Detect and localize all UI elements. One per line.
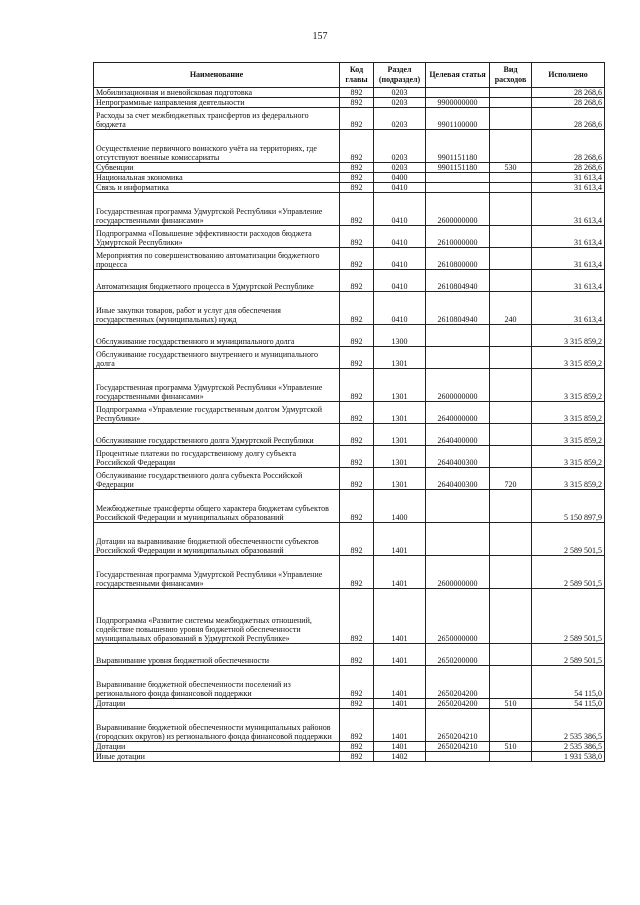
row-executed: 3 315 859,2 bbox=[532, 446, 605, 468]
row-target bbox=[426, 347, 490, 369]
row-type bbox=[490, 556, 532, 589]
row-code: 892 bbox=[340, 742, 374, 752]
row-type bbox=[490, 644, 532, 666]
budget-table bbox=[93, 62, 605, 762]
row-target: 2650204210 bbox=[426, 709, 490, 742]
row-section: 0410 bbox=[374, 193, 426, 226]
row-executed: 2 535 386,5 bbox=[532, 709, 605, 742]
row-section: 0410 bbox=[374, 226, 426, 248]
row-code: 892 bbox=[340, 347, 374, 369]
table-row bbox=[94, 369, 605, 402]
row-target: 2650204200 bbox=[426, 666, 490, 699]
row-target bbox=[426, 173, 490, 183]
row-section: 0400 bbox=[374, 173, 426, 183]
row-name: Обслуживание государственного долга субъекта Российской Федерации bbox=[94, 468, 340, 490]
row-code: 892 bbox=[340, 490, 374, 523]
table-row bbox=[94, 556, 605, 589]
table-row bbox=[94, 699, 605, 709]
row-section: 1301 bbox=[374, 347, 426, 369]
row-executed: 28 268,6 bbox=[532, 163, 605, 173]
row-executed: 54 115,0 bbox=[532, 699, 605, 709]
row-name: Иные дотации bbox=[94, 752, 340, 762]
row-target: 2600000000 bbox=[426, 369, 490, 402]
row-target: 2650204210 bbox=[426, 742, 490, 752]
row-name: Подпрограмма «Повышение эффективности расходов бюджета Удмуртской Республики» bbox=[94, 226, 340, 248]
row-code: 892 bbox=[340, 424, 374, 446]
row-name: Государственная программа Удмуртской Республики «Управление государственными финансами» bbox=[94, 193, 340, 226]
row-executed: 3 315 859,2 bbox=[532, 468, 605, 490]
row-type bbox=[490, 402, 532, 424]
row-executed: 2 589 501,5 bbox=[532, 589, 605, 644]
row-section: 0203 bbox=[374, 163, 426, 173]
row-section: 0203 bbox=[374, 98, 426, 108]
row-name: Выравнивание бюджетной обеспеченности поселений из регионального фонда финансовой поддержки bbox=[94, 666, 340, 699]
row-code: 892 bbox=[340, 446, 374, 468]
row-executed: 31 613,4 bbox=[532, 248, 605, 270]
row-executed: 3 315 859,2 bbox=[532, 424, 605, 446]
row-code: 892 bbox=[340, 130, 374, 163]
row-executed: 3 315 859,2 bbox=[532, 325, 605, 347]
header-executed: Исполнено bbox=[532, 63, 605, 88]
row-type: 530 bbox=[490, 163, 532, 173]
row-target bbox=[426, 183, 490, 193]
header-target: Целевая статья bbox=[426, 63, 490, 88]
row-executed: 1 931 538,0 bbox=[532, 752, 605, 762]
row-section: 0410 bbox=[374, 248, 426, 270]
row-code: 892 bbox=[340, 88, 374, 98]
table-row bbox=[94, 88, 605, 98]
row-type bbox=[490, 347, 532, 369]
row-section: 0410 bbox=[374, 292, 426, 325]
row-name: Обслуживание государственного и муниципального долга bbox=[94, 325, 340, 347]
table-row bbox=[94, 270, 605, 292]
row-name: Иные закупки товаров, работ и услуг для обеспечения государственных (муниципальных) нужд bbox=[94, 292, 340, 325]
table-row bbox=[94, 98, 605, 108]
row-executed: 2 589 501,5 bbox=[532, 556, 605, 589]
row-type bbox=[490, 248, 532, 270]
row-name: Дотации bbox=[94, 699, 340, 709]
row-section: 1301 bbox=[374, 424, 426, 446]
row-section: 1301 bbox=[374, 446, 426, 468]
table-row bbox=[94, 709, 605, 742]
header-name: Наименование bbox=[94, 63, 340, 88]
header-type: Вид расходов bbox=[490, 63, 532, 88]
row-type bbox=[490, 446, 532, 468]
table-row bbox=[94, 523, 605, 556]
row-name: Процентные платежи по государственному долгу субъекта Российской Федерации bbox=[94, 446, 340, 468]
table-row bbox=[94, 193, 605, 226]
row-name: Субвенции bbox=[94, 163, 340, 173]
row-executed: 3 315 859,2 bbox=[532, 402, 605, 424]
row-code: 892 bbox=[340, 108, 374, 130]
row-section: 1401 bbox=[374, 556, 426, 589]
row-type bbox=[490, 88, 532, 98]
row-code: 892 bbox=[340, 644, 374, 666]
row-code: 892 bbox=[340, 325, 374, 347]
row-executed: 2 589 501,5 bbox=[532, 644, 605, 666]
row-name: Непрограммные направления деятельности bbox=[94, 98, 340, 108]
row-executed: 2 535 386,5 bbox=[532, 742, 605, 752]
row-target: 2610804940 bbox=[426, 270, 490, 292]
table-row bbox=[94, 248, 605, 270]
table-row bbox=[94, 490, 605, 523]
row-type bbox=[490, 369, 532, 402]
row-code: 892 bbox=[340, 468, 374, 490]
row-code: 892 bbox=[340, 666, 374, 699]
row-target: 2600000000 bbox=[426, 556, 490, 589]
table-row bbox=[94, 666, 605, 699]
row-section: 1401 bbox=[374, 644, 426, 666]
row-type bbox=[490, 193, 532, 226]
row-executed: 3 315 859,2 bbox=[532, 369, 605, 402]
row-code: 892 bbox=[340, 402, 374, 424]
row-code: 892 bbox=[340, 292, 374, 325]
row-name: Государственная программа Удмуртской Республики «Управление государственными финансами» bbox=[94, 556, 340, 589]
row-type: 720 bbox=[490, 468, 532, 490]
table-row bbox=[94, 163, 605, 173]
row-target: 2650200000 bbox=[426, 644, 490, 666]
row-target bbox=[426, 490, 490, 523]
row-code: 892 bbox=[340, 556, 374, 589]
header-section: Раздел (подраздел) bbox=[374, 63, 426, 88]
row-code: 892 bbox=[340, 699, 374, 709]
row-type bbox=[490, 270, 532, 292]
row-code: 892 bbox=[340, 709, 374, 742]
row-name: Обслуживание государственного долга Удмуртской Республики bbox=[94, 424, 340, 446]
header-code: Код главы bbox=[340, 63, 374, 88]
row-code: 892 bbox=[340, 193, 374, 226]
row-type: 510 bbox=[490, 699, 532, 709]
row-executed: 31 613,4 bbox=[532, 183, 605, 193]
row-section: 1401 bbox=[374, 666, 426, 699]
table-row bbox=[94, 183, 605, 193]
row-target: 2650000000 bbox=[426, 589, 490, 644]
row-target: 2640400300 bbox=[426, 468, 490, 490]
row-section: 1301 bbox=[374, 468, 426, 490]
row-target: 9901100000 bbox=[426, 108, 490, 130]
row-type bbox=[490, 108, 532, 130]
table-row bbox=[94, 108, 605, 130]
row-target: 2600000000 bbox=[426, 193, 490, 226]
row-type bbox=[490, 226, 532, 248]
row-section: 0203 bbox=[374, 108, 426, 130]
row-section: 1401 bbox=[374, 709, 426, 742]
row-name: Выравнивание уровня бюджетной обеспеченности bbox=[94, 644, 340, 666]
row-executed: 5 150 897,9 bbox=[532, 490, 605, 523]
row-type bbox=[490, 424, 532, 446]
row-name: Расходы за счет межбюджетных трансфертов из федерального бюджета bbox=[94, 108, 340, 130]
table-row bbox=[94, 468, 605, 490]
row-target: 9901151180 bbox=[426, 130, 490, 163]
table-row bbox=[94, 589, 605, 644]
row-code: 892 bbox=[340, 270, 374, 292]
row-name: Государственная программа Удмуртской Республики «Управление государственными финансами» bbox=[94, 369, 340, 402]
row-name: Дотации на выравнивание бюджетной обеспеченности субъектов Российской Федерации и муниципальных образований bbox=[94, 523, 340, 556]
row-section: 1401 bbox=[374, 523, 426, 556]
table-row bbox=[94, 173, 605, 183]
row-executed: 31 613,4 bbox=[532, 193, 605, 226]
row-section: 1401 bbox=[374, 699, 426, 709]
page-number: 157 bbox=[312, 31, 328, 42]
row-type bbox=[490, 130, 532, 163]
row-executed: 54 115,0 bbox=[532, 666, 605, 699]
table-row bbox=[94, 402, 605, 424]
row-code: 892 bbox=[340, 173, 374, 183]
row-section: 1301 bbox=[374, 402, 426, 424]
row-executed: 28 268,6 bbox=[532, 130, 605, 163]
table-row bbox=[94, 292, 605, 325]
table-row bbox=[94, 325, 605, 347]
table-row bbox=[94, 424, 605, 446]
row-section: 0410 bbox=[374, 183, 426, 193]
row-target bbox=[426, 752, 490, 762]
row-section: 0203 bbox=[374, 130, 426, 163]
row-name: Дотации bbox=[94, 742, 340, 752]
row-target: 9900000000 bbox=[426, 98, 490, 108]
row-type bbox=[490, 523, 532, 556]
row-executed: 31 613,4 bbox=[532, 270, 605, 292]
row-name: Обслуживание государственного внутреннего и муниципального долга bbox=[94, 347, 340, 369]
row-code: 892 bbox=[340, 589, 374, 644]
row-executed: 28 268,6 bbox=[532, 98, 605, 108]
row-name: Мобилизационная и вневойсковая подготовка bbox=[94, 88, 340, 98]
row-target bbox=[426, 88, 490, 98]
table-body bbox=[94, 88, 605, 762]
row-code: 892 bbox=[340, 248, 374, 270]
row-target: 2610800000 bbox=[426, 248, 490, 270]
row-target: 2640000000 bbox=[426, 402, 490, 424]
row-executed: 28 268,6 bbox=[532, 88, 605, 98]
row-type bbox=[490, 752, 532, 762]
row-section: 1402 bbox=[374, 752, 426, 762]
row-target: 2640400000 bbox=[426, 424, 490, 446]
row-target bbox=[426, 523, 490, 556]
row-executed: 28 268,6 bbox=[532, 108, 605, 130]
row-section: 1401 bbox=[374, 589, 426, 644]
row-target: 2650204200 bbox=[426, 699, 490, 709]
row-section: 0410 bbox=[374, 270, 426, 292]
row-executed: 31 613,4 bbox=[532, 292, 605, 325]
row-code: 892 bbox=[340, 183, 374, 193]
row-code: 892 bbox=[340, 523, 374, 556]
table-row bbox=[94, 644, 605, 666]
table-row bbox=[94, 226, 605, 248]
table-row bbox=[94, 446, 605, 468]
row-name: Межбюджетные трансферты общего характера бюджетам субъектов Российской Федерации и муниципальных образований bbox=[94, 490, 340, 523]
row-name: Связь и информатика bbox=[94, 183, 340, 193]
table-row bbox=[94, 347, 605, 369]
row-type bbox=[490, 325, 532, 347]
row-section: 1300 bbox=[374, 325, 426, 347]
row-target: 2640400300 bbox=[426, 446, 490, 468]
row-type bbox=[490, 490, 532, 523]
row-name: Мероприятия по совершенствованию автоматизации бюджетного процесса bbox=[94, 248, 340, 270]
table-row bbox=[94, 130, 605, 163]
row-code: 892 bbox=[340, 226, 374, 248]
row-type: 510 bbox=[490, 742, 532, 752]
row-code: 892 bbox=[340, 163, 374, 173]
row-target: 9901151180 bbox=[426, 163, 490, 173]
row-type bbox=[490, 98, 532, 108]
row-section: 1400 bbox=[374, 490, 426, 523]
row-name: Национальная экономика bbox=[94, 173, 340, 183]
row-executed: 2 589 501,5 bbox=[532, 523, 605, 556]
table-header bbox=[94, 63, 605, 88]
row-section: 1301 bbox=[374, 369, 426, 402]
row-code: 892 bbox=[340, 369, 374, 402]
row-name: Подпрограмма «Управление государственным долгом Удмуртской Республики» bbox=[94, 402, 340, 424]
table-row bbox=[94, 752, 605, 762]
row-type: 240 bbox=[490, 292, 532, 325]
row-type bbox=[490, 173, 532, 183]
row-section: 1401 bbox=[374, 742, 426, 752]
row-executed: 31 613,4 bbox=[532, 226, 605, 248]
row-name: Автоматизация бюджетного процесса в Удмуртской Республике bbox=[94, 270, 340, 292]
row-executed: 3 315 859,2 bbox=[532, 347, 605, 369]
row-executed: 31 613,4 bbox=[532, 173, 605, 183]
row-section: 0203 bbox=[374, 88, 426, 98]
row-type bbox=[490, 589, 532, 644]
row-type bbox=[490, 666, 532, 699]
row-target: 2610804940 bbox=[426, 292, 490, 325]
row-target: 2610000000 bbox=[426, 226, 490, 248]
row-name: Выравнивание бюджетной обеспеченности муниципальных районов (городских округов) из регионального фонда финансовой поддержки bbox=[94, 709, 340, 742]
row-code: 892 bbox=[340, 98, 374, 108]
row-code: 892 bbox=[340, 752, 374, 762]
row-target bbox=[426, 325, 490, 347]
row-type bbox=[490, 183, 532, 193]
row-name: Подпрограмма «Развитие системы межбюджетных отношений, содействие повышению уровня бюджетной обеспеченности муниципальных образований в Удмуртской Республике» bbox=[94, 589, 340, 644]
row-name: Осуществление первичного воинского учёта на территориях, где отсутствуют военные комиссариаты bbox=[94, 130, 340, 163]
row-type bbox=[490, 709, 532, 742]
table-row bbox=[94, 742, 605, 752]
